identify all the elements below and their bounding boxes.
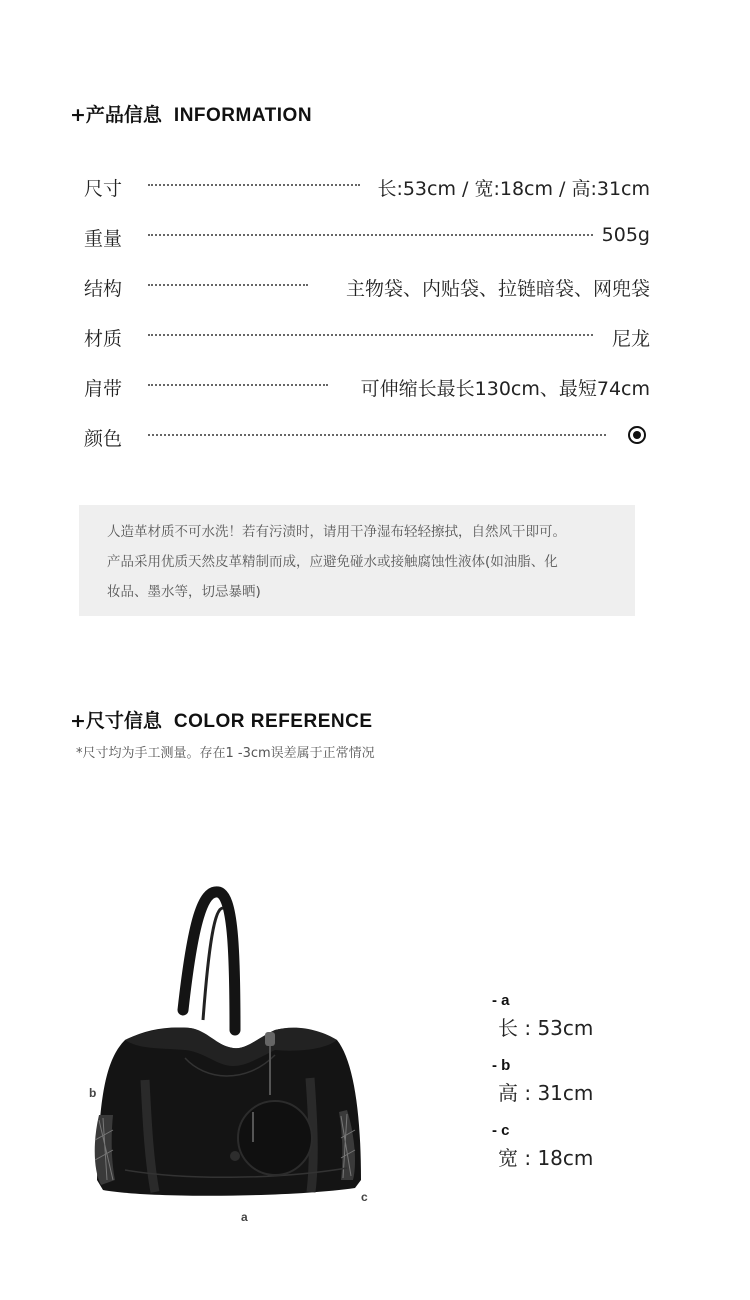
size-section-title [70, 706, 373, 733]
notice-line: 妆品、墨水等，切忌暴晒) [107, 584, 261, 600]
measurement-note: *尺寸均为手工测量。存在1 -3cm误差属于正常情况 [76, 746, 375, 761]
dimension-item-c [492, 1120, 594, 1170]
color-swatch-black [628, 426, 646, 444]
dotted-leader [148, 234, 593, 238]
spec-label: 材质 [84, 328, 123, 350]
spec-label: 尺寸 [84, 178, 123, 200]
dimension-item-b [492, 1055, 594, 1105]
image-label-a: a [241, 1210, 248, 1224]
dotted-leader [148, 184, 360, 188]
dimension-key: - c [492, 1122, 510, 1139]
info-section-title [70, 100, 312, 127]
dimension-item-a [492, 990, 594, 1040]
spec-row-weight [84, 222, 650, 252]
spec-row-material [84, 322, 650, 352]
spec-row-size [84, 172, 650, 202]
info-title-en: INFORMATION [173, 105, 313, 126]
size-title-cn: +尺寸信息 [70, 710, 162, 732]
notice-line: 产品采用优质天然皮革精制而成，应避免碰水或接触腐蚀性液体(如油脂、化 [107, 554, 558, 570]
image-label-c: c [361, 1190, 368, 1204]
dotted-leader [148, 284, 308, 288]
dimension-value: 宽 : 18cm [498, 1146, 594, 1170]
spec-value: 可伸缩长最长130cm、最短74cm [355, 374, 650, 401]
dimension-key: - b [492, 1057, 511, 1074]
size-title-en: COLOR REFERENCE [173, 711, 373, 732]
spec-value: 主物袋、内贴袋、拉链暗袋、网兜袋 [340, 274, 650, 301]
bag-illustration [85, 880, 385, 1230]
spec-row-strap [84, 372, 650, 402]
product-image-bag [85, 880, 385, 1230]
dimension-key: - a [492, 992, 510, 1009]
spec-value: 尼龙 [606, 324, 650, 351]
dotted-leader [148, 384, 328, 388]
spec-row-structure [84, 272, 650, 302]
care-notice-box [79, 505, 635, 616]
spec-value: 505g [596, 224, 650, 246]
notice-line: 人造革材质不可水洗！若有污渍时，请用干净湿布轻轻擦拭，自然风干即可。 [107, 524, 566, 540]
spec-label: 结构 [84, 278, 123, 300]
info-title-cn: +产品信息 [70, 104, 162, 126]
spec-label: 颜色 [84, 428, 123, 450]
spec-label: 重量 [84, 228, 123, 250]
spec-label: 肩带 [84, 378, 123, 400]
image-label-b: b [89, 1086, 97, 1100]
dotted-leader [148, 334, 593, 338]
spec-row-color [84, 422, 650, 452]
dimension-value: 长 : 53cm [498, 1016, 594, 1040]
spec-value: 长:53cm / 宽:18cm / 高:31cm [371, 174, 650, 201]
dotted-leader [148, 434, 606, 438]
dimension-value: 高 : 31cm [498, 1081, 594, 1105]
